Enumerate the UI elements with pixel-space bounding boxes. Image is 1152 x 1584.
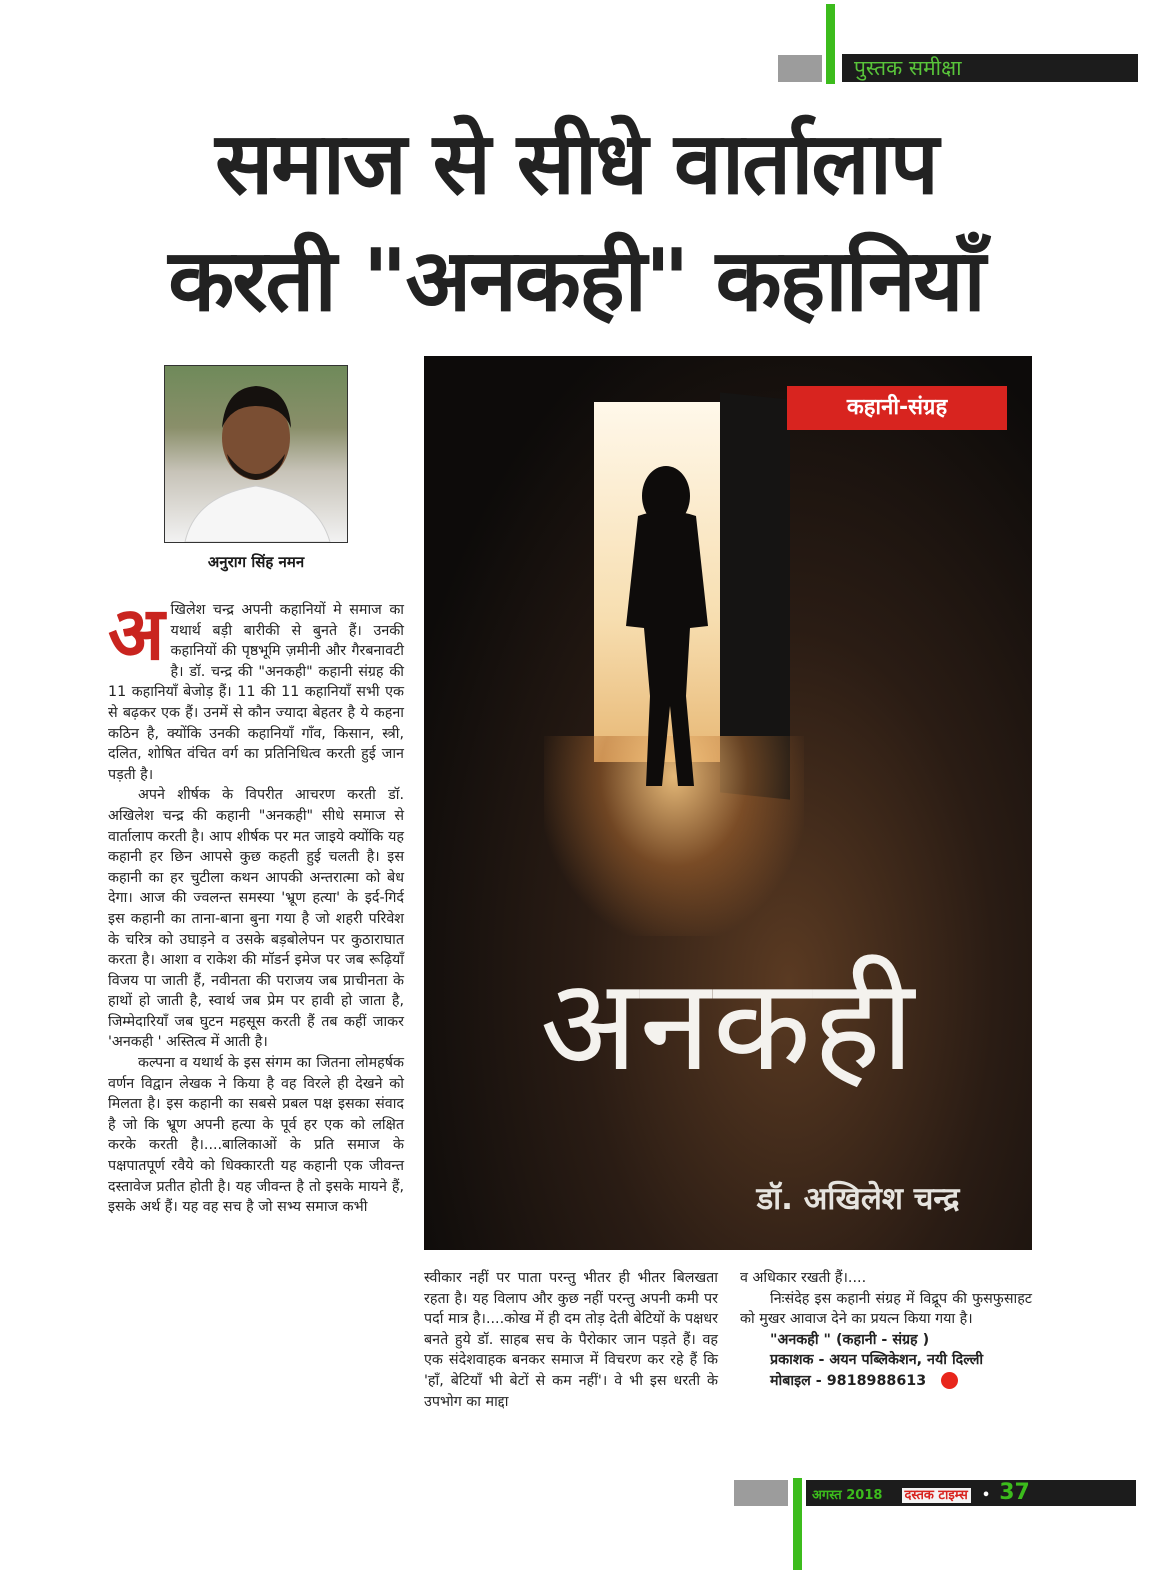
person-silhouette-icon bbox=[165, 366, 347, 542]
article-paragraph: अपने शीर्षक के विपरीत आचरण करती डॉ. अखिलेश चन्द्र की कहानी "अनकही" सीधे समाज से वार्तालाप करती है। आप शीर्षक पर मत जाइये क्योंकि यह कहानी हर छिन आपसे कुछ कहती हुई चलती है। इस कहानी का हर चुटीला कथन आपकी अन्तरात्मा को बेध देगा। आज की ज्वलन्त समस्या 'भ्रूण हत्या' के इर्द-गिर्द इस कहानी का ताना-बाना बुना गया है जो शहरी परिवेश के चरित्र को उघाड़ने व उसके बड़बोलेपन पर कुठाराघात करता है। आशा व राकेश की मॉडर्न इमेज पर जब रूढ़ियाँ विजय पा जाती हैं, नवीनता की पराजय जब प्राचीनता के हाथों हो जाती है, स्वार्थ जब प्रेम पर हावी हो जाता है, जिम्मेदारियाँ जब घुटन महसूस करती हैं तब कहीं जाकर 'अनकही ' अस्तित्व में आती है। bbox=[108, 787, 404, 1051]
article-paragraph: निःसंदेह इस कहानी संग्रह में विद्रूप की फुसफुसाहट को मुखर आवाज देने का प्रयत्न किया गया है। bbox=[740, 1290, 1032, 1328]
footer-grey-block bbox=[734, 1480, 788, 1506]
publisher-line: प्रकाशक - अयन पब्लिकेशन, नयी दिल्ली bbox=[770, 1352, 984, 1369]
drop-cap: अ bbox=[108, 591, 165, 677]
red-dot-icon bbox=[941, 1372, 958, 1389]
mobile-number: मोबाइल - 9818988613 bbox=[770, 1372, 927, 1389]
page-number: 37 bbox=[999, 1480, 1030, 1505]
footer-bullet: • bbox=[981, 1488, 991, 1503]
woman-silhouette-icon bbox=[604, 456, 734, 796]
book-title-line: "अनकही " (कहानी - संग्रह ) bbox=[770, 1331, 930, 1348]
article-paragraph: व अधिकार रखती हैं।.... bbox=[740, 1270, 867, 1286]
cover-title: अनकही bbox=[539, 951, 917, 1100]
article-paragraph bbox=[108, 591, 404, 785]
cover-badge: कहानी-संग्रह bbox=[787, 386, 1007, 430]
author-photo bbox=[164, 365, 348, 543]
header-black-bar bbox=[842, 54, 1138, 82]
book-cover-image bbox=[424, 356, 1032, 1250]
article-text: खिलेश चन्द्र अपनी कहानियों मे समाज का यथार्थ बड़ी बारीकी से बुनते हैं। उनकी कहानियों की पृष्ठभूमि ज़मीनी और गैरबनावटी है। डॉ. चन्द्र की "अनकही" कहानी संग्रह की 11 कहानियाँ बेजोड़ हैं। 11 की 11 कहानियाँ सभी एक से बढ़कर एक हैं। उनमें से कौन ज्यादा बेहतर है ये कहना कठिन है, क्योंकि उनकी कहानियाँ गाँव, किसान, स्त्री, दलित, शोषित वंचित वर्ग का प्रतिनिधित्व करती हुई जान पड़ती है। bbox=[108, 602, 404, 783]
headline-line-2: करती "अनकही" कहानियाँ bbox=[168, 231, 984, 331]
footer-black-bar bbox=[806, 1480, 1136, 1506]
mobile-line bbox=[740, 1371, 1032, 1392]
header-green-rule bbox=[826, 4, 835, 84]
footer-date: अगस्त 2018 bbox=[812, 1488, 883, 1503]
article-paragraph: कल्पना व यथार्थ के इस संगम का जितना लोमहर्षक वर्णन विद्वान लेखक ने किया है वह विरले ही देखने को मिलता है। इस कहानी का सबसे प्रबल पक्ष इसका संवाद है जो कि भ्रूण अपनी हत्या के पूर्व हर एक को लक्षित करके करती है।....बालिकाओं के प्रति समाज के पक्षपातपूर्ण रवैये को धिक्कारती यह कहानी एक जीवन्त दस्तावेज प्रतीत होती है। यह जीवन्त है तो इसके मायने हैं, इसके अर्थ हैं। यह वह सच है जो सभ्य समाज कभी bbox=[108, 1055, 404, 1216]
footer-brand: दस्तक टाइम्स bbox=[902, 1488, 971, 1503]
footer-green-rule bbox=[793, 1478, 802, 1570]
article-column-1 bbox=[108, 591, 404, 1218]
article-paragraph: स्वीकार नहीं पर पाता परन्तु भीतर ही भीतर बिलखता रहता है। यह विलाप और कुछ नहीं परन्तु अपनी कमी पर पर्दा मात्र है।....कोख में ही दम तोड़ देती बेटियों के पक्षधर बनते हुये डॉ. साहब सच के पैरोकार जान पड़ते हैं। वह एक संदेशवाहक बनकर समाज में विचरण कर रहे हैं कि 'हाँ, बेटियाँ भी बेटों से कम नहीं'। वे भी इस धरती के उपभोग का माद्दा bbox=[424, 1270, 718, 1410]
article-column-3 bbox=[740, 1268, 1032, 1392]
header-grey-block bbox=[778, 55, 822, 82]
section-label: पुस्तक समीक्षा bbox=[854, 56, 962, 80]
cover-author: डॉ. अखिलेश चन्द्र bbox=[756, 1181, 960, 1217]
headline-line-1: समाज से सीधे वार्तालाप bbox=[215, 114, 937, 214]
author-byline: अनुराग सिंह नमन bbox=[207, 553, 305, 571]
article-column-2 bbox=[424, 1268, 718, 1412]
